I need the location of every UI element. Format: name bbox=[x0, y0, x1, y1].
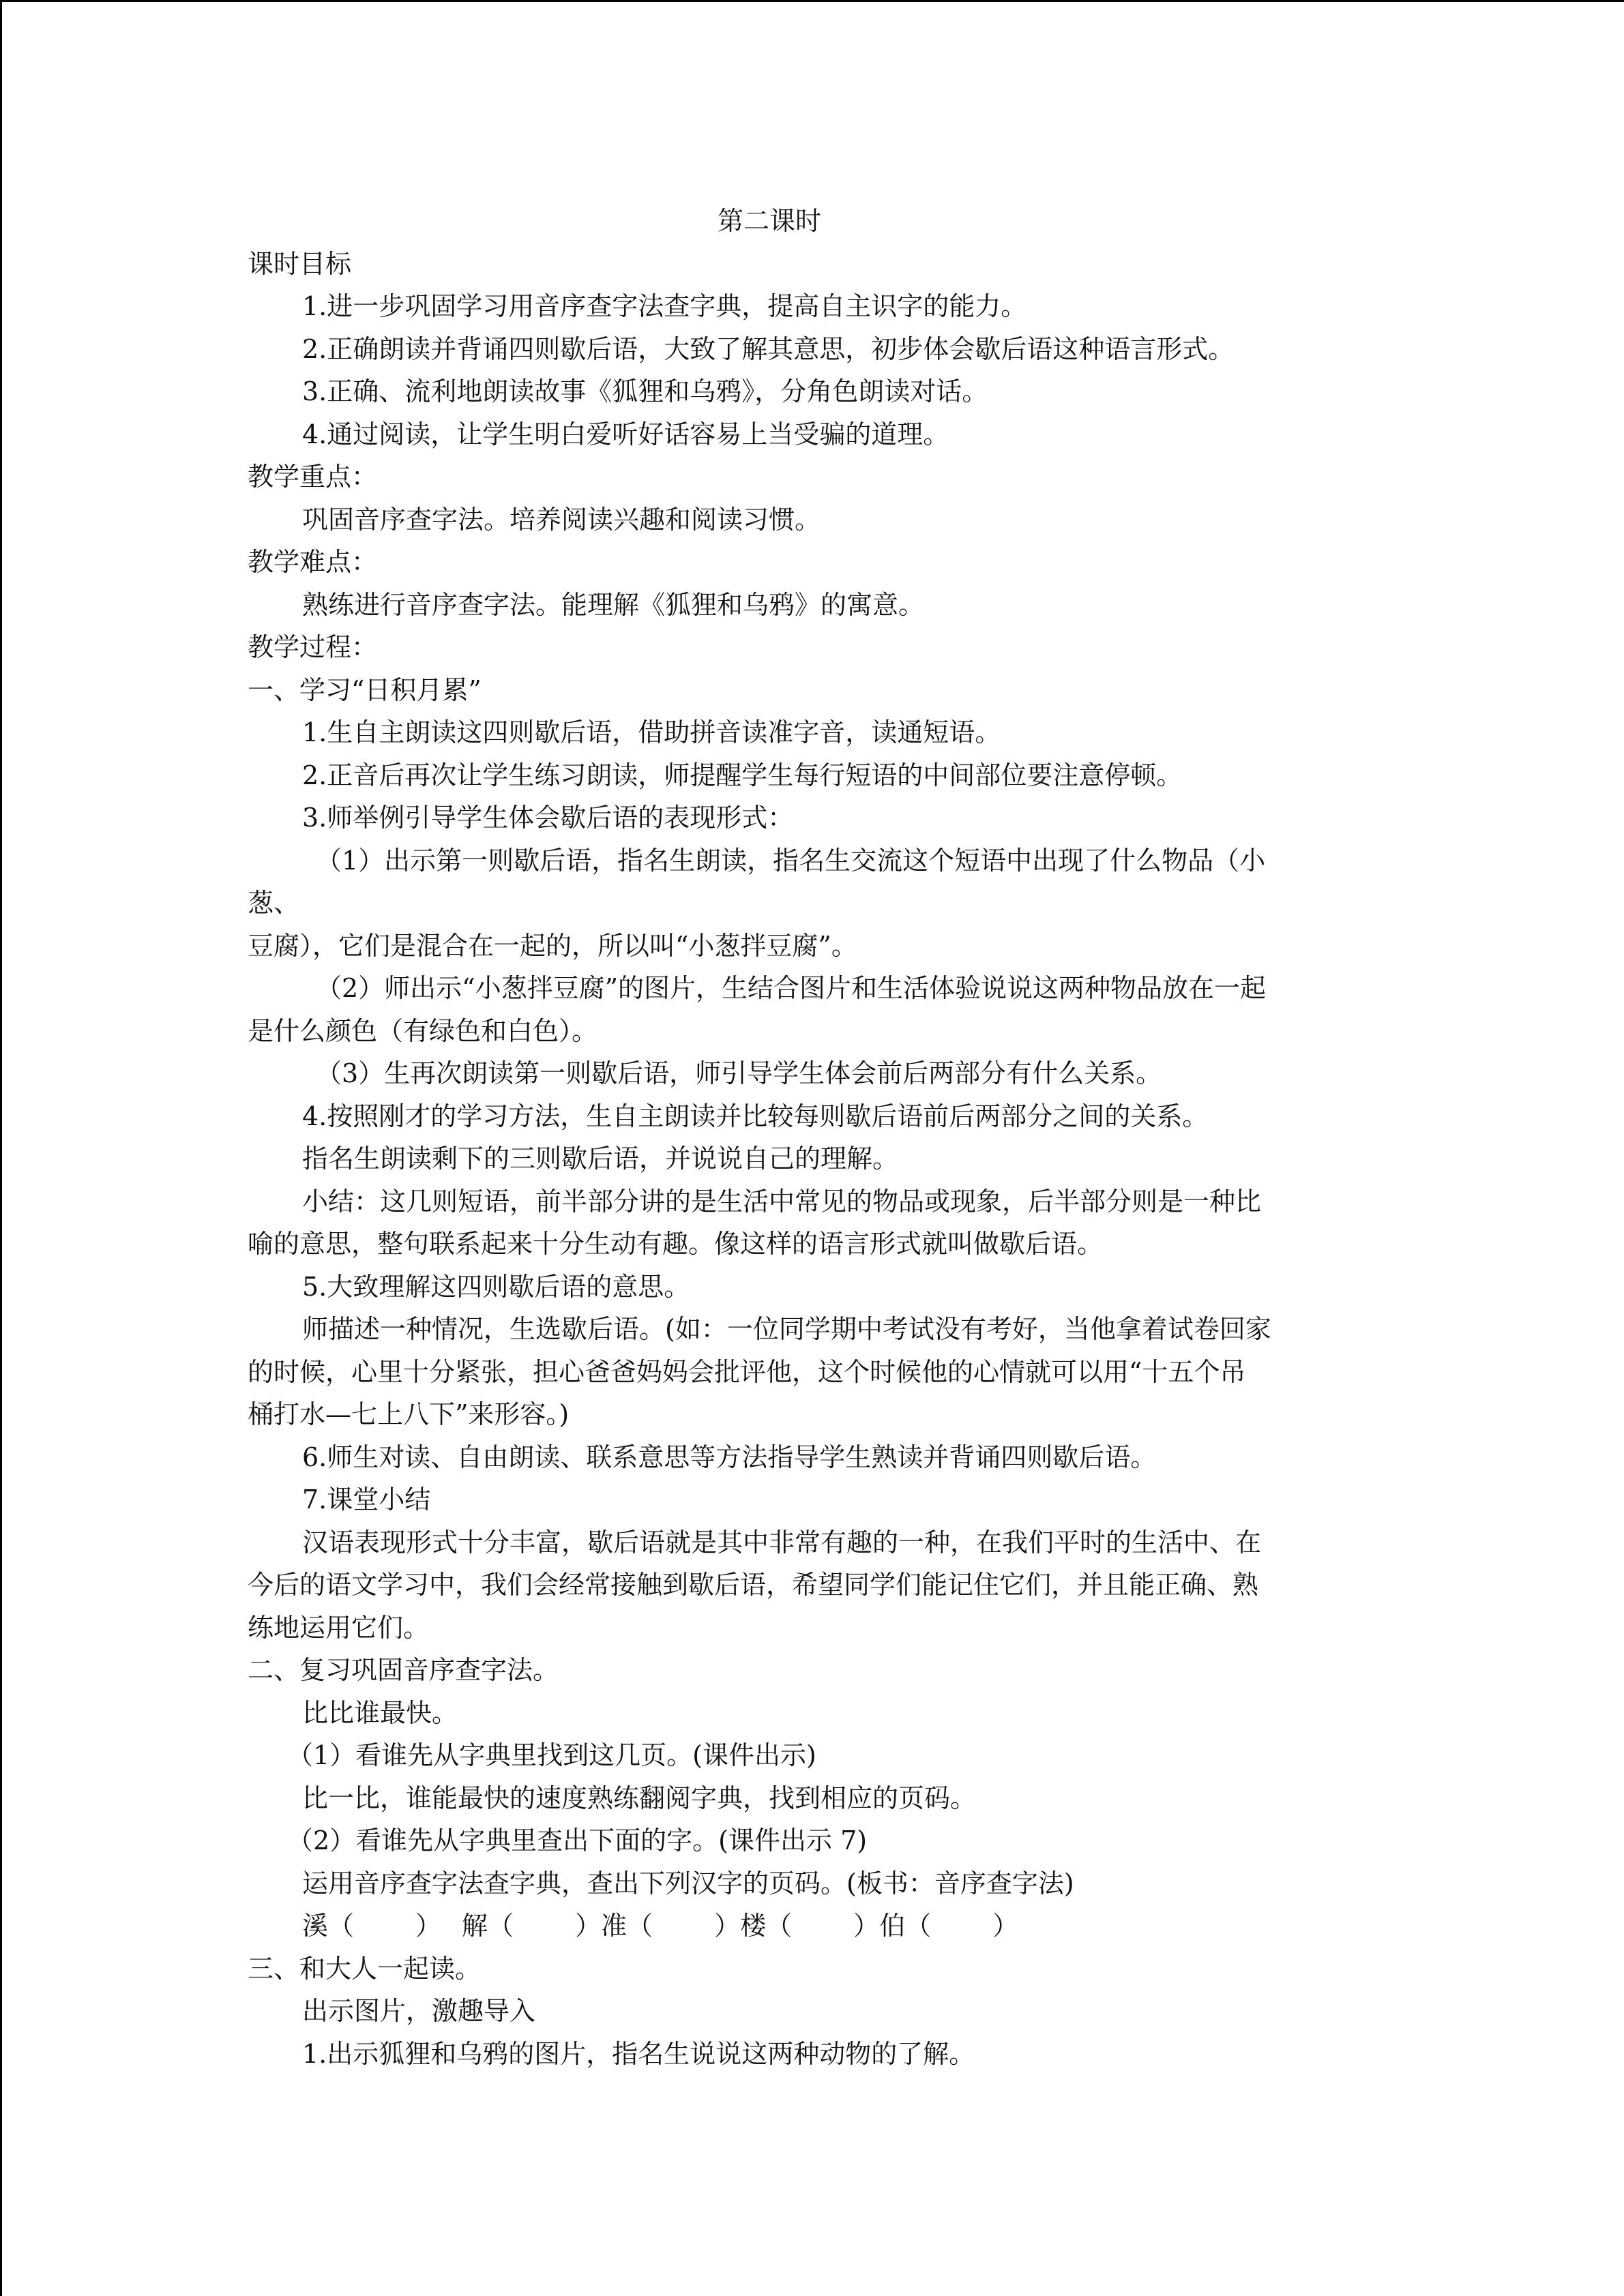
step-7: 7.课堂小结 bbox=[302, 1485, 431, 1515]
step-1: 1.生自主朗读这四则歇后语，借助拼音读准字音，读通短语。 bbox=[302, 717, 1001, 747]
section-3-step-1: 1.出示狐狸和乌鸦的图片，指名生说说这两种动物的了解。 bbox=[302, 2038, 975, 2069]
step-7-detail-cont: 练地运用它们。 bbox=[248, 1612, 430, 1643]
sub-step-1: （1）出示第一则歇后语，指名生朗读，指名生交流这个短语中出现了什么物品（小 bbox=[316, 845, 1266, 876]
section-3-heading: 三、和大人一起读。 bbox=[248, 1953, 482, 1984]
question-2-detail: 运用音序查字法查字典，查出下列汉字的页码。(板书：音序查字法) bbox=[302, 1868, 1074, 1898]
section-3-intro: 出示图片，激趣导入 bbox=[302, 1996, 536, 2026]
step-3: 3.师举例引导学生体会歇后语的表现形式： bbox=[302, 803, 794, 833]
page-content bbox=[248, 200, 1393, 2075]
sub-step-3: （3）生再次朗读第一则歇后语，师引导学生体会前后两部分有什么关系。 bbox=[316, 1058, 1162, 1088]
section-2-intro: 比比谁最快。 bbox=[302, 1697, 458, 1728]
step-5-detail-cont: 的时候，心里十分紧张，担心爸爸妈妈会批评他，这个时候他的心情就可以用“十五个吊 bbox=[248, 1356, 1246, 1387]
sub-step-1-cont: 葱、 bbox=[248, 888, 300, 918]
question-2: （2）看谁先从字典里查出下面的字。(课件出示 7) bbox=[287, 1825, 868, 1855]
step-6: 6.师生对读、自由朗读、联系意思等方法指导学生熟读并背诵四则歇后语。 bbox=[302, 1442, 1157, 1472]
summary-cont: 喻的意思，整句联系起来十分生动有趣。像这样的语言形式就叫做歇后语。 bbox=[248, 1229, 1104, 1259]
step-5-detail: 师描述一种情况，生选歇后语。(如：一位同学期中考试没有考好，当他拿着试卷回家 bbox=[302, 1314, 1271, 1344]
key-points-heading: 教学重点： bbox=[248, 462, 378, 492]
sub-step-2: （2）师出示“小葱拌豆腐”的图片，生结合图片和生活体验说说这两种物品放在一起 bbox=[316, 973, 1267, 1003]
section-2-heading: 二、复习巩固音序查字法。 bbox=[248, 1655, 559, 1685]
section-1-heading: 一、学习“日积月累” bbox=[248, 674, 482, 705]
process-heading: 教学过程： bbox=[248, 632, 378, 662]
difficulties-text: 熟练进行音序查字法。能理解《狐狸和乌鸦》的寓意。 bbox=[302, 589, 925, 620]
lookup-char: 溪 bbox=[302, 1911, 329, 1941]
lookup-char: 楼 bbox=[740, 1911, 767, 1941]
lookup-char: 解 bbox=[462, 1911, 488, 1941]
objective-item: 2.正确朗读并背诵四则歇后语，大致了解其意思，初步体会歇后语这种语言形式。 bbox=[302, 333, 1235, 364]
lookup-char: 伯 bbox=[879, 1911, 906, 1941]
lesson-title: 第二课时 bbox=[717, 206, 821, 236]
objective-item: 1.进一步巩固学习用音序查字法查字典，提高自主识字的能力。 bbox=[302, 291, 1027, 321]
question-1: （1）看谁先从字典里找到这几页。(课件出示) bbox=[287, 1740, 816, 1770]
objective-item: 3.正确、流利地朗读故事《狐狸和乌鸦》，分角色朗读对话。 bbox=[302, 376, 988, 406]
key-points-text: 巩固音序查字法。培养阅读兴趣和阅读习惯。 bbox=[302, 504, 821, 535]
objectives-heading: 课时目标 bbox=[248, 248, 352, 279]
objective-item: 4.通过阅读，让学生明白爱听好话容易上当受骗的道理。 bbox=[302, 419, 949, 449]
sub-step-2-cont: 是什么颜色（有绿色和白色）。 bbox=[248, 1015, 598, 1046]
step-5: 5.大致理解这四则歇后语的意思。 bbox=[302, 1271, 690, 1302]
difficulties-heading: 教学难点： bbox=[248, 547, 378, 577]
step-2: 2.正音后再次让学生练习朗读，师提醒学生每行短语的中间部位要注意停顿。 bbox=[302, 760, 1183, 790]
step-7-detail-cont: 今后的语文学习中，我们会经常接触到歇后语，希望同学们能记住它们，并且能正确、熟 bbox=[248, 1570, 1259, 1600]
step-5-detail-cont: 桶打水—七上八下”来形容。) bbox=[248, 1399, 570, 1429]
summary: 小结：这几则短语，前半部分讲的是生活中常见的物品或现象，后半部分则是一种比 bbox=[302, 1186, 1262, 1217]
char-lookup-row: 溪（ ） 解（ ）准（ ）楼（ ）伯（ ） bbox=[302, 1911, 1019, 1941]
step-7-detail: 汉语表现形式十分丰富，歇后语就是其中非常有趣的一种，在我们平时的生活中、在 bbox=[302, 1527, 1262, 1557]
question-1-detail: 比一比，谁能最快的速度熟练翻阅字典，找到相应的页码。 bbox=[302, 1783, 977, 1813]
step-4: 4.按照刚才的学习方法，生自主朗读并比较每则歇后语前后两部分之间的关系。 bbox=[302, 1101, 1209, 1131]
step-4-detail: 指名生朗读剩下的三则歇后语，并说说自己的理解。 bbox=[302, 1144, 899, 1174]
lookup-char: 准 bbox=[601, 1911, 628, 1941]
sub-step-1-cont: 豆腐），它们是混合在一起的，所以叫“小葱拌豆腐”。 bbox=[248, 930, 857, 961]
